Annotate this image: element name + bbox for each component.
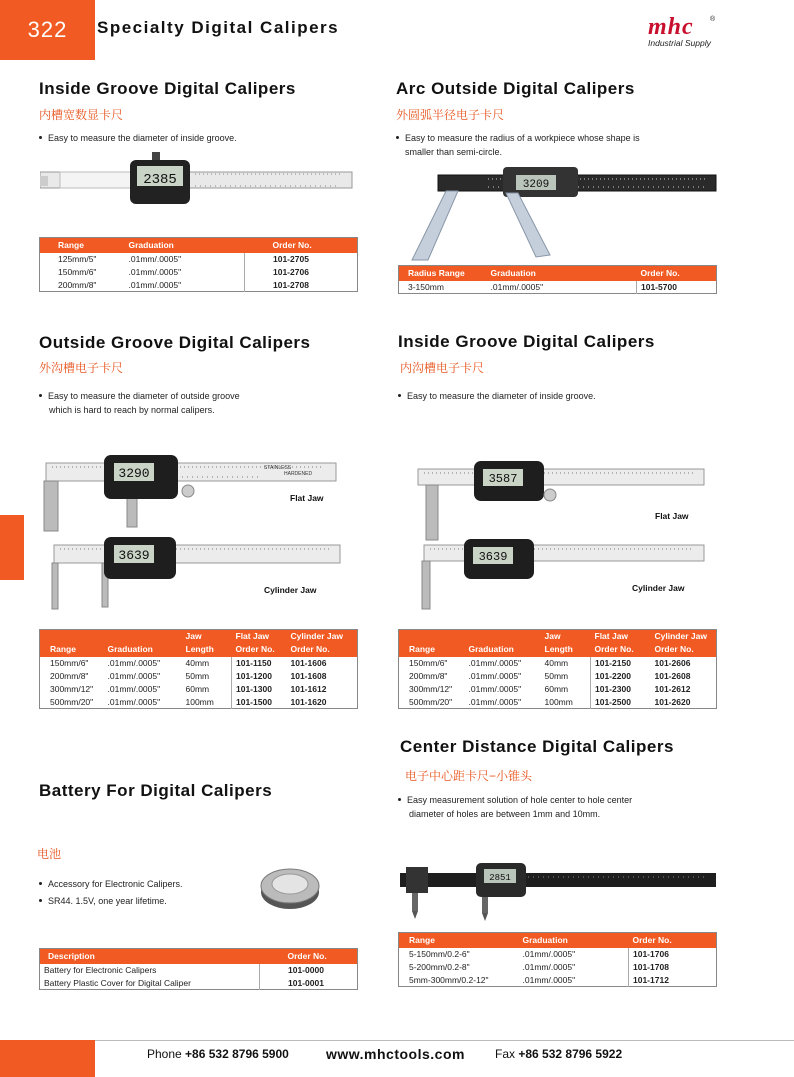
bullet-item: Easy to measure the diameter of inside groove. <box>398 389 596 403</box>
table-header: Length <box>541 642 591 657</box>
scale-text: STAINLESS <box>264 465 292 471</box>
section-subtitle-inside-groove-2: 内沟槽电子卡尺 <box>400 361 485 375</box>
footer-divider <box>95 1040 794 1041</box>
section-subtitle-arc-outside: 外圆弧半径电子卡尺 <box>396 108 505 122</box>
display-readout: 3209 <box>522 179 550 191</box>
page-number: 322 <box>0 0 95 60</box>
display-readout: 2851 <box>489 873 511 883</box>
section-title-outside-groove: Outside Groove Digital Calipers <box>39 333 311 352</box>
table-row: Battery for Electronic Calipers 101-0000 <box>40 964 358 977</box>
display-readout: 3639 <box>118 548 150 563</box>
bullet-item: SR44. 1.5V, one year lifetime. <box>39 894 167 908</box>
table-row: 5mm-300mm/0.2-12" .01mm/.0005" 101-1712 <box>399 974 717 987</box>
bullet-item-cont: diameter of holes are between 1mm and 10mm. <box>409 809 601 819</box>
logo-subtitle: Industrial Supply <box>648 38 711 48</box>
table-header: Order No. <box>629 933 717 948</box>
table-header: Description <box>40 949 260 964</box>
table-row: 500mm/20" .01mm/.0005" 100mm 101-2500 101-2620 <box>409 696 691 707</box>
spec-table-battery <box>39 948 358 990</box>
spec-table-center-distance <box>398 932 717 987</box>
caption-flat-jaw: Flat Jaw <box>655 511 689 521</box>
table-header: Order No. <box>245 238 358 253</box>
display-readout: 3587 <box>488 472 518 486</box>
footer-accent-bar <box>0 1040 95 1077</box>
website-link[interactable]: www.mhctools.com <box>326 1046 465 1062</box>
section-title-inside-groove: Inside Groove Digital Calipers <box>39 79 296 98</box>
fax-label: Fax <box>495 1047 516 1061</box>
scale-text: HARDENED <box>284 471 313 477</box>
table-row: Battery Plastic Cover for Digital Caliper 101-0001 <box>40 977 358 990</box>
table-header: Order No. <box>260 949 358 964</box>
table-header: Range <box>399 933 519 948</box>
table-header: Range <box>399 642 465 657</box>
caliper-image-inside-groove <box>40 152 355 212</box>
section-subtitle-outside-groove: 外沟槽电子卡尺 <box>39 361 124 375</box>
section-title-center-distance: Center Distance Digital Calipers <box>400 737 674 756</box>
table-row: 200mm/8" .01mm/.0005" 50mm 101-2200 101-2608 <box>409 671 691 681</box>
bullet-item: Easy to measure the diameter of inside groove. <box>39 131 237 145</box>
table-header: Order No. <box>591 642 651 657</box>
section-subtitle-center-distance: 电子中心距卡尺−小锥头 <box>405 769 533 783</box>
phone-number: +86 532 8796 5900 <box>185 1047 289 1061</box>
spec-table-arc-outside <box>398 265 717 294</box>
table-header: Graduation <box>487 266 637 281</box>
table-row: 5-150mm/0.2-6" .01mm/.0005" 101-1706 <box>399 948 717 961</box>
table-row: 300mm/12" .01mm/.0005" 60mm 101-2300 101-2612 <box>409 684 691 694</box>
table-row: 5-200mm/0.2-8" .01mm/.0005" 101-1708 <box>399 961 717 974</box>
side-tab <box>0 515 24 580</box>
section-title-battery: Battery For Digital Calipers <box>39 781 273 800</box>
table-header: Graduation <box>104 642 182 657</box>
caliper-image-center-distance <box>398 855 718 925</box>
table-header: Order No. <box>651 642 717 657</box>
section-subtitle-inside-groove: 内槽宽数显卡尺 <box>39 108 124 122</box>
spec-table-inside-groove-2: Jaw Flat Jaw Cylinder Jaw Range Graduation Length Order No. Order No. 150mm/6" .01mm/.0005" 40mm 101-2150 101-2606 200mm/8" .01mm/.0005" 50mm 101-2200 101-2608 300mm/12" .01mm/.0005" 60mm 101-2300 101-2612 500mm/20" .01mm/.0005" 100mm 101-2500 101-2620 <box>398 629 717 709</box>
table-header: Graduation <box>125 238 245 253</box>
table-row: 3-150mm .01mm/.0005" 101-5700 <box>399 281 717 294</box>
bullet-item: Easy measurement solution of hole center to hole center <box>398 793 632 807</box>
table-header: Graduation <box>519 933 629 948</box>
caliper-image-arc-outside <box>408 165 718 265</box>
table-row: 200mm/8" .01mm/.0005" 101-2708 <box>40 279 358 292</box>
table-header: Graduation <box>465 642 541 657</box>
bullet-item: Easy to measure the diameter of outside groove <box>39 389 240 403</box>
display-readout: 2385 <box>143 172 177 188</box>
caption-cylinder-jaw: Cylinder Jaw <box>264 585 317 595</box>
fax-number: +86 532 8796 5922 <box>518 1047 623 1061</box>
spec-table-inside-groove <box>39 237 358 292</box>
table-row: 150mm/6" .01mm/.0005" 101-2706 <box>40 266 358 279</box>
logo-mark: mhc <box>648 14 694 40</box>
table-row: 300mm/12" .01mm/.0005" 60mm 101-1300 101-1612 <box>50 684 327 694</box>
table-header: Range <box>40 238 125 253</box>
table-header: Order No. <box>287 642 358 657</box>
table-row: 125mm/5" .01mm/.0005" 101-2705 <box>40 253 358 266</box>
phone-label: Phone <box>147 1047 182 1061</box>
bullet-item-cont: smaller than semi-circle. <box>405 147 503 157</box>
battery-image <box>258 862 322 912</box>
table-row: 150mm/6" .01mm/.0005" 40mm 101-1150 101-1606 <box>50 658 327 668</box>
caption-flat-jaw: Flat Jaw <box>290 493 324 503</box>
display-readout: 3290 <box>118 466 150 481</box>
display-readout: 3639 <box>478 550 508 564</box>
brand-logo <box>648 16 720 48</box>
spec-table-outside-groove: Jaw Flat Jaw Cylinder Jaw Range Graduation Length Order No. Order No. 150mm/6" .01mm/.0005" 40mm 101-1150 101-1606 200mm/8" .01mm/.0005" 50mm 101-1200 101-1608 300mm/12" .01mm/.0005" 60mm 101-1300 101-1612 500mm/20" .01mm/.0005" 100mm 101-1500 101-1620 <box>39 629 358 709</box>
table-row: 500mm/20" .01mm/.0005" 100mm 101-1500 101-1620 <box>50 696 327 707</box>
table-header: Order No. <box>232 642 287 657</box>
section-title-inside-groove-2: Inside Groove Digital Calipers <box>398 332 655 351</box>
table-header: Radius Range <box>399 266 487 281</box>
page-title: Specialty Digital Calipers <box>97 18 340 37</box>
bullet-item-cont: which is hard to reach by normal calipers. <box>49 405 215 415</box>
table-header: Order No. <box>637 266 717 281</box>
section-subtitle-battery: 电池 <box>37 847 62 861</box>
table-header: Range <box>40 642 104 657</box>
logo-registered: ® <box>710 16 716 23</box>
bullet-item: Easy to measure the radius of a workpiece whose shape is <box>396 131 640 145</box>
bullet-item: Accessory for Electronic Calipers. <box>39 877 183 891</box>
caption-cylinder-jaw: Cylinder Jaw <box>632 583 685 593</box>
table-header: Length <box>182 642 232 657</box>
table-row: 200mm/8" .01mm/.0005" 50mm 101-1200 101-1608 <box>50 671 327 681</box>
section-title-arc-outside: Arc Outside Digital Calipers <box>396 79 635 98</box>
table-row: 150mm/6" .01mm/.0005" 40mm 101-2150 101-2606 <box>409 658 691 668</box>
